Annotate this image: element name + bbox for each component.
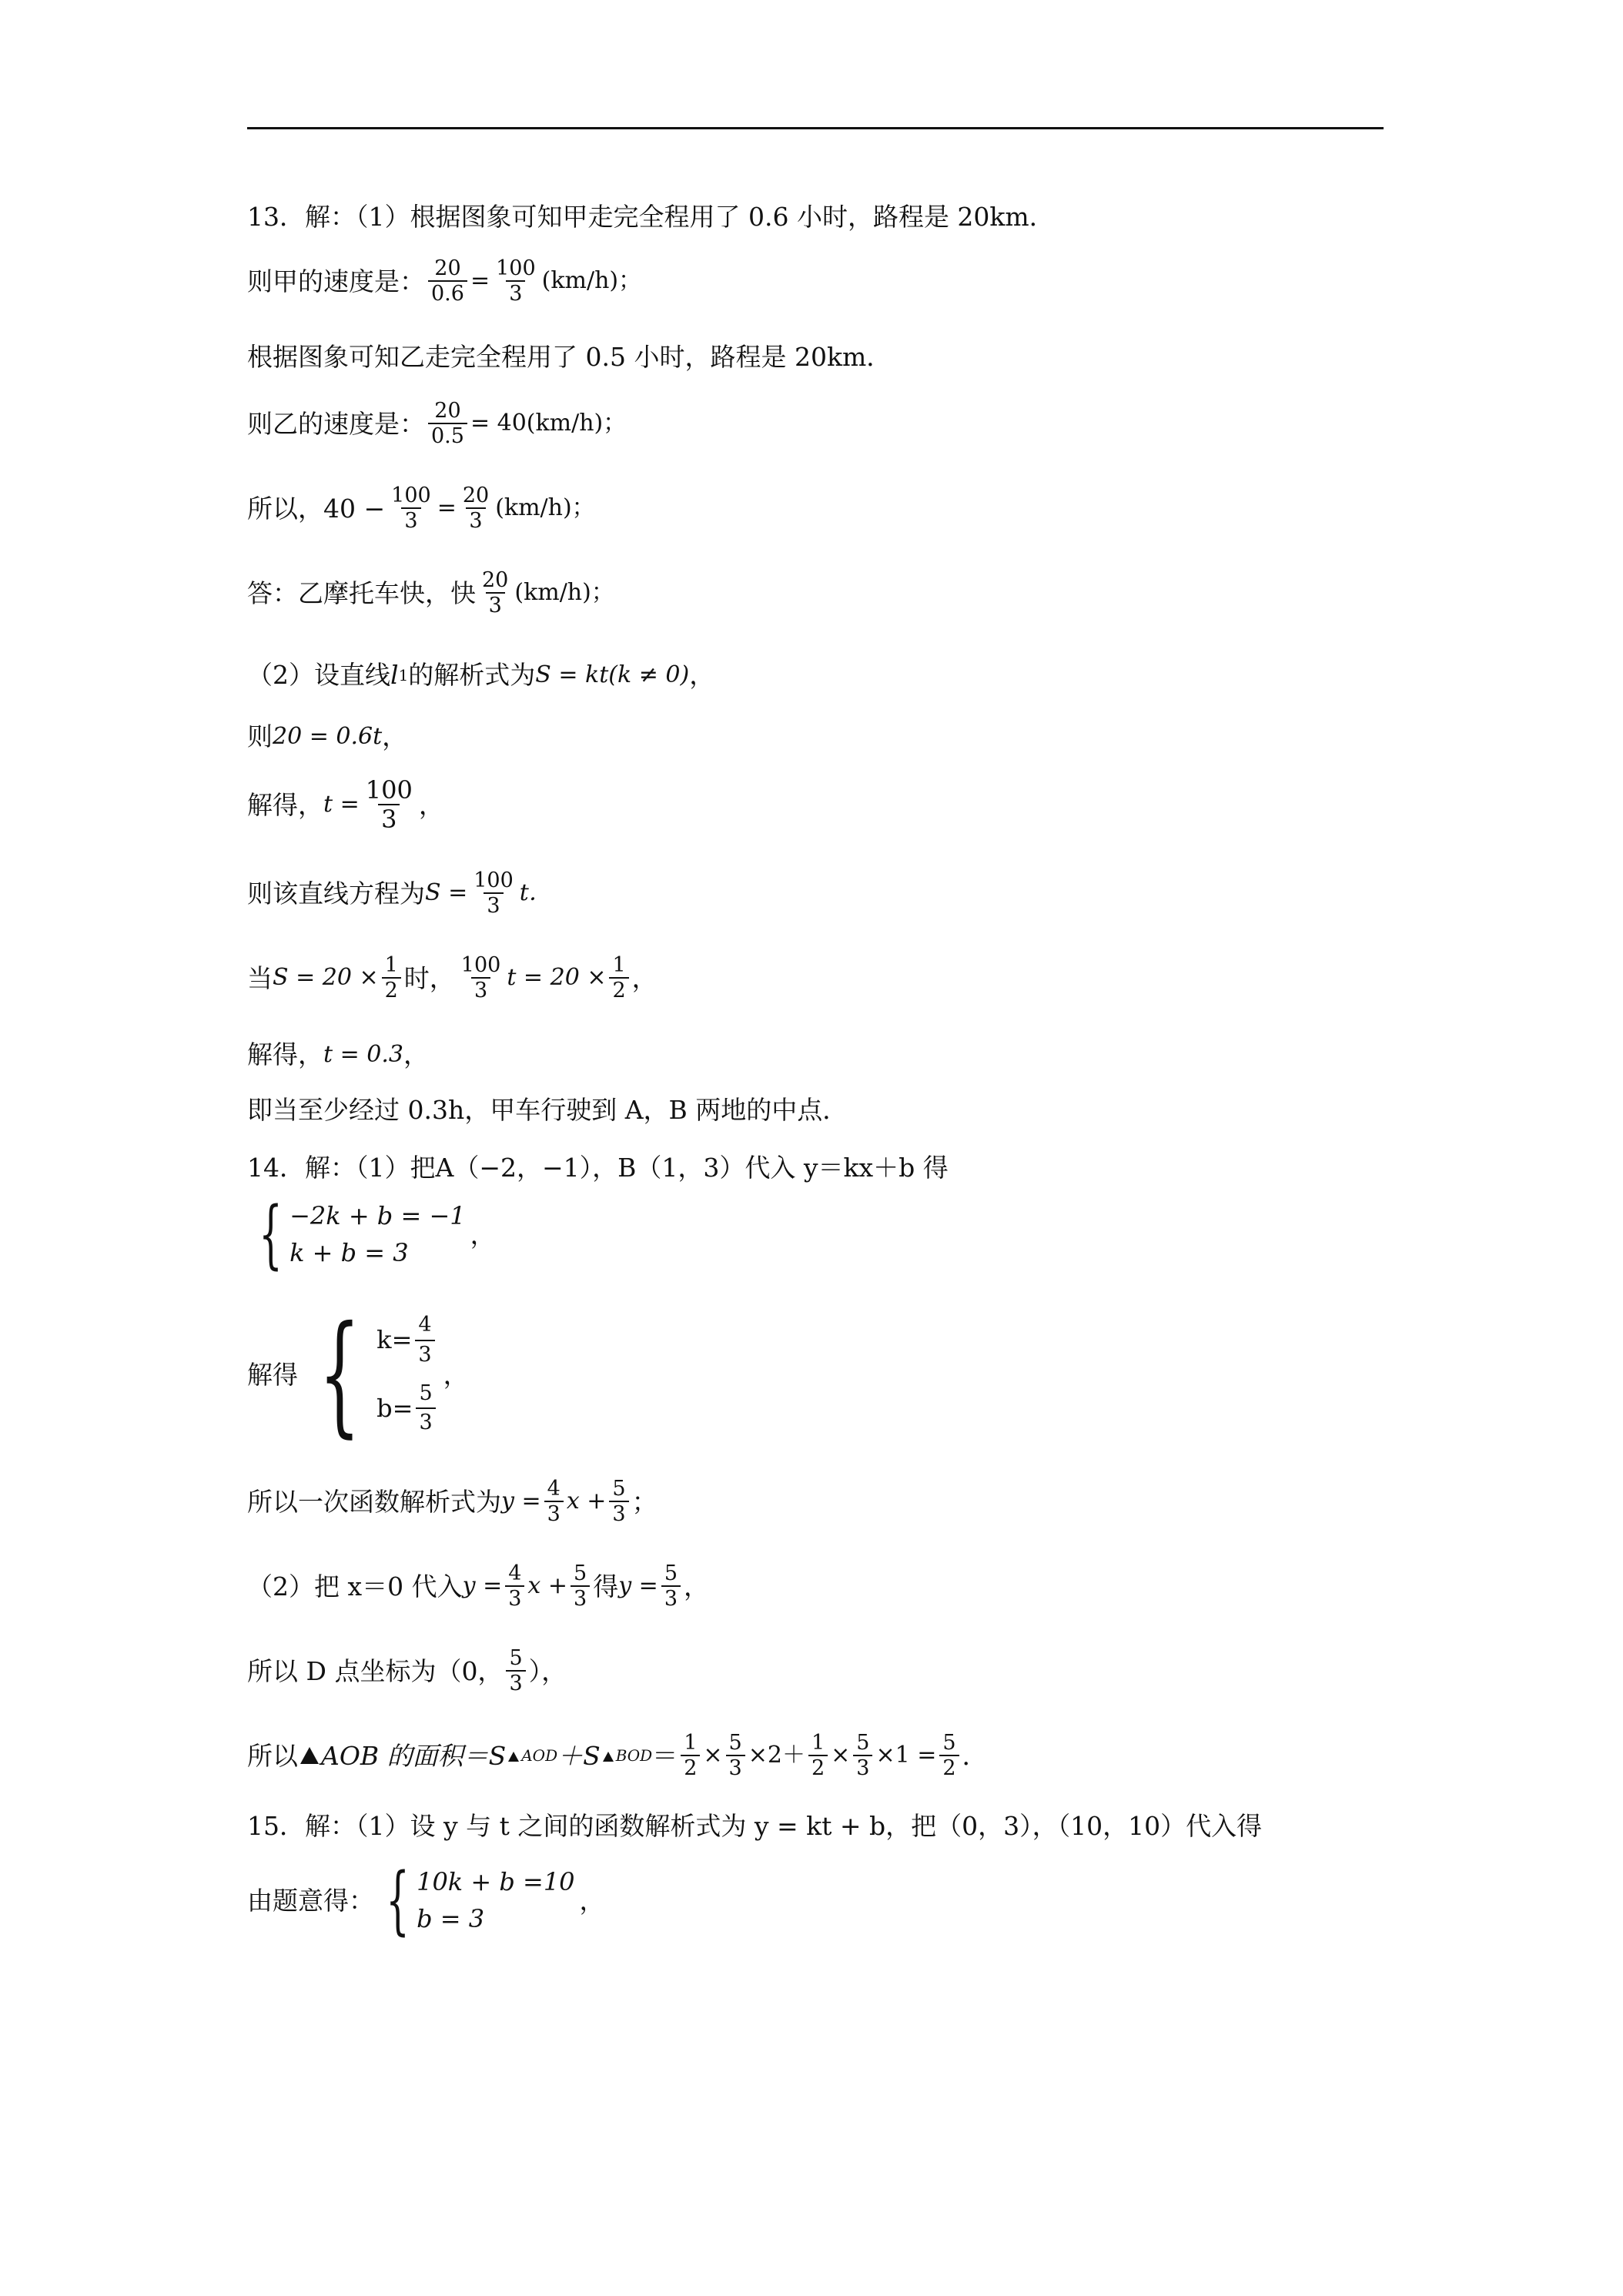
denominator: 3 — [571, 1585, 590, 1609]
fraction — [428, 258, 467, 304]
triangle-icon — [300, 1747, 319, 1764]
text: 所以 D 点坐标为（0， — [247, 1655, 504, 1686]
math: l — [390, 660, 399, 690]
text: ， — [403, 1039, 429, 1069]
fraction — [853, 1732, 872, 1779]
q13-line-3 — [247, 344, 892, 370]
fraction — [388, 485, 434, 531]
numerator: 100 — [460, 953, 501, 977]
numerator: 1 — [384, 953, 398, 977]
numerator: 5 — [509, 1646, 523, 1670]
math: y = — [501, 1488, 541, 1514]
q14-solution — [247, 1298, 469, 1451]
text: ， — [443, 1359, 469, 1390]
math: S = kt(k ≠ 0) — [535, 661, 690, 688]
q13-line-9 — [247, 775, 444, 834]
text: 所以，40 − — [247, 493, 386, 524]
text: 得 — [593, 1571, 619, 1602]
numerator: 20 — [462, 484, 490, 507]
numerator: 5 — [942, 1731, 956, 1755]
text: 则该直线方程为 — [247, 878, 425, 909]
fraction — [681, 1732, 700, 1779]
math: AOB 的面积＝S — [321, 1740, 507, 1771]
numerator: 100 — [474, 869, 514, 892]
numerator: 5 — [612, 1477, 626, 1501]
q14-line-4 — [247, 1478, 658, 1525]
numerator: 1 — [612, 953, 626, 977]
text: ， — [382, 721, 408, 751]
fraction — [479, 570, 511, 616]
q13-line-12 — [247, 1039, 429, 1069]
text: ）， — [528, 1655, 567, 1686]
fraction — [609, 955, 628, 1001]
denominator: 3 — [471, 977, 490, 1001]
denominator: 3 — [466, 507, 485, 531]
denominator: 3 — [415, 1340, 434, 1367]
denominator: 3 — [544, 1501, 564, 1525]
denominator: 2 — [681, 1755, 700, 1779]
text: = 40(km/h)； — [470, 410, 627, 437]
row-k — [376, 1313, 438, 1367]
q14-system — [247, 1191, 496, 1277]
fraction — [506, 1648, 525, 1694]
equation: −2k + b = −1 — [289, 1201, 466, 1230]
text: ＝ — [652, 1740, 678, 1771]
math: t = 0.3 — [323, 1040, 403, 1068]
text: b= — [376, 1394, 413, 1424]
text: 14．解：（1）把 — [247, 1153, 436, 1183]
math: S = — [425, 879, 468, 906]
q13-line-13 — [247, 1097, 848, 1123]
row-b — [376, 1381, 438, 1436]
numerator: 20 — [434, 256, 461, 280]
q13-line-2 — [247, 258, 641, 304]
numerator: 4 — [508, 1561, 522, 1585]
text: ×1 = — [875, 1742, 937, 1769]
fraction — [544, 1478, 564, 1525]
denominator: 3 — [486, 592, 505, 616]
text: 解得， — [247, 1039, 323, 1069]
denominator: 3 — [378, 804, 400, 832]
math: t = — [323, 791, 360, 818]
brace: { — [319, 1298, 361, 1451]
math: y = — [618, 1572, 658, 1599]
equation: 10k + b =10 — [417, 1867, 575, 1896]
q14-line-6 — [247, 1648, 567, 1694]
text: （2）把 x＝0 代入 — [247, 1571, 463, 1602]
text: ×2＋ — [748, 1742, 805, 1769]
math: y = — [462, 1572, 503, 1599]
numerator: 100 — [496, 256, 536, 280]
numerator: 5 — [419, 1381, 433, 1405]
text: (km/h)； — [541, 267, 642, 294]
numerator: 4 — [418, 1313, 432, 1337]
text: ， — [684, 1571, 709, 1602]
text: 答：乙摩托车快，快 — [247, 577, 476, 608]
subscript — [601, 1748, 653, 1763]
q15-line-1 — [247, 1813, 1262, 1839]
math: S = 20 × — [273, 964, 379, 991]
text: 即当至少经过 0.3h，甲车行驶到 A，B 两地的中点． — [247, 1095, 848, 1125]
denominator: 0.6 — [428, 280, 467, 304]
fraction — [470, 870, 517, 916]
q15-system — [247, 1857, 605, 1943]
q13-line-6 — [247, 570, 614, 616]
text: 根据图象可知乙走完全程用了 0.5 小时，路程是 20km． — [247, 342, 892, 372]
equation-system — [247, 1191, 466, 1277]
q14-line-7 — [247, 1732, 988, 1779]
equals: = — [437, 494, 457, 521]
fraction — [415, 1313, 434, 1367]
brace: { — [259, 1191, 283, 1277]
numerator: 100 — [391, 484, 431, 507]
q13-line-4 — [247, 400, 626, 447]
denominator: 2 — [808, 1755, 828, 1779]
fraction — [428, 400, 467, 447]
fraction — [458, 955, 504, 1001]
fraction — [363, 775, 416, 834]
text: ， — [418, 789, 444, 820]
text: ， — [470, 1219, 496, 1250]
math: t = 20 × — [507, 964, 607, 991]
triangle-icon — [603, 1752, 614, 1762]
numerator: 5 — [728, 1731, 742, 1755]
equation: k + b = 3 — [289, 1238, 409, 1267]
math: x + — [566, 1488, 607, 1514]
text: 则 — [247, 721, 273, 751]
numerator: 5 — [856, 1731, 870, 1755]
text: （2）设直线 — [247, 660, 390, 690]
fraction — [661, 1563, 681, 1609]
text: ， — [579, 1885, 605, 1916]
fraction — [939, 1732, 959, 1779]
equals: = — [470, 267, 490, 294]
denominator: 3 — [416, 1407, 435, 1435]
equation-system — [374, 1857, 575, 1943]
q13-line-10 — [247, 870, 552, 916]
math: t． — [519, 879, 552, 906]
triangle-icon — [508, 1752, 519, 1762]
text: ， — [631, 962, 658, 993]
numerator: 1 — [684, 1731, 698, 1755]
numerator: 4 — [547, 1477, 561, 1501]
denominator: 3 — [609, 1501, 628, 1525]
q13-line-7 — [247, 662, 714, 688]
denominator: 0.5 — [428, 423, 467, 447]
denominator: 3 — [726, 1755, 745, 1779]
subscript: 1 — [398, 665, 409, 684]
q13-line-8 — [247, 721, 408, 751]
denominator: 3 — [506, 280, 525, 304]
numerator: 20 — [434, 399, 461, 423]
math: ＋S — [557, 1740, 601, 1771]
math: 20 = 0.6t — [273, 722, 383, 750]
fraction — [416, 1381, 435, 1436]
text: 的解析式为 — [408, 660, 536, 690]
text: 当 — [247, 962, 273, 993]
text: 13．解：（1）根据图象可知甲走完全程用了 0.6 小时，路程是 20km． — [247, 202, 1055, 232]
denominator: 3 — [506, 1670, 525, 1694]
text: A（−2，−1），B（1，3）代入 y＝kx＋b 得 — [435, 1153, 949, 1183]
equation-system — [298, 1298, 439, 1451]
equation: b = 3 — [417, 1904, 485, 1933]
fraction — [726, 1732, 745, 1779]
fraction — [493, 258, 539, 304]
fraction — [571, 1563, 590, 1609]
denominator: 2 — [939, 1755, 959, 1779]
q14-line-1 — [247, 1153, 949, 1183]
denominator: 3 — [505, 1585, 524, 1609]
text: × — [831, 1742, 851, 1769]
fraction — [382, 955, 401, 1001]
fraction — [460, 485, 492, 531]
text: ， — [689, 660, 715, 690]
text: ； — [631, 1486, 658, 1517]
subscript — [506, 1748, 557, 1763]
text: 则乙的速度是： — [247, 408, 425, 439]
numerator: 1 — [811, 1731, 825, 1755]
numerator: 5 — [664, 1561, 678, 1585]
q14-line-5 — [247, 1563, 709, 1609]
text: 所以一次函数解析式为 — [247, 1486, 501, 1517]
brace: { — [386, 1857, 410, 1943]
text: BOD — [615, 1746, 653, 1765]
denominator: 3 — [853, 1755, 872, 1779]
fraction — [609, 1478, 628, 1525]
numerator: 5 — [574, 1561, 587, 1585]
text: ． — [962, 1740, 988, 1771]
text: 时， — [403, 962, 455, 993]
text: 15．解：（1）设 y 与 t 之间的函数解析式为 y = kt + b，把（0，3），（10，10）代入得 — [247, 1811, 1263, 1841]
q13-line-11 — [247, 955, 658, 1001]
denominator: 3 — [401, 507, 420, 531]
math: x + — [527, 1572, 567, 1599]
denominator: 3 — [484, 892, 503, 916]
fraction — [505, 1563, 524, 1609]
text: AOD — [521, 1746, 558, 1765]
numerator: 100 — [365, 775, 413, 805]
fraction — [808, 1732, 828, 1779]
text: 所以 — [247, 1740, 298, 1771]
header-rule — [247, 127, 1384, 129]
text: k= — [376, 1325, 413, 1355]
text: (km/h)； — [495, 494, 595, 521]
text: (km/h)； — [514, 579, 614, 606]
text: 解得， — [247, 789, 323, 820]
text: × — [703, 1742, 723, 1769]
q13-line-1 — [247, 202, 1055, 232]
q13-line-5 — [247, 485, 595, 531]
numerator: 20 — [482, 568, 509, 592]
text: 解得 — [247, 1359, 298, 1390]
text: 则甲的速度是： — [247, 266, 425, 296]
denominator: 3 — [661, 1585, 681, 1609]
text: 由题意得： — [247, 1885, 374, 1916]
denominator: 2 — [382, 977, 401, 1001]
denominator: 2 — [609, 977, 628, 1001]
